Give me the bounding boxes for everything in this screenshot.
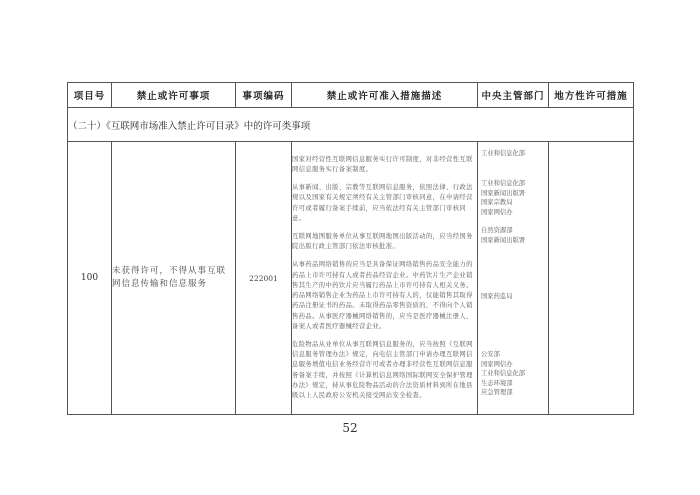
department: 国家新闻出版署 (481, 189, 526, 197)
item-name: 未获得许可，不得从事互联网信息传输和信息服务 (112, 142, 236, 415)
item-number: 100 (68, 142, 112, 415)
department: 公安部 (481, 351, 500, 358)
central-departments (478, 142, 549, 415)
department: 工业和信息化部 (481, 180, 526, 187)
permit-table (67, 82, 634, 415)
header-central-department: 中央主管部门 (478, 83, 549, 108)
measure-description (292, 142, 478, 415)
header-item: 禁止或许可事项 (112, 83, 236, 108)
item-code: 222001 (236, 142, 292, 415)
department: 国家网信办 (481, 360, 513, 368)
department-group (481, 226, 525, 245)
department: 国家网信办 (481, 208, 513, 216)
department: 应急管理部 (481, 389, 513, 397)
department: 工业和信息化部 (481, 150, 526, 157)
section-title: （二十）《互联网市场准入禁止许可目录》中的许可类事项 (68, 108, 634, 142)
header-item-number: 项目号 (68, 83, 112, 108)
department: 自然资源部 (481, 227, 513, 234)
header-description: 禁止或许可准入措施描述 (292, 83, 478, 108)
department-group (481, 149, 525, 159)
department-group (481, 179, 525, 217)
description-paragraph: 从事新闻、出版、宗教等互联网信息服务，依照法律、行政法规以及国家有关规定须经有关主管部门审核同意，在申请经营许可或者履行备案手续前，应当依法经有关主管部门审核同意。 (292, 184, 473, 222)
page-number: 52 (342, 421, 358, 435)
section-row (68, 108, 634, 142)
description-paragraph: 互联网地图服务单位从事互联网地图出版活动的，应当经国务院出版行政主管部门依法审核批准。 (292, 233, 473, 251)
description-paragraph: 从事药品网络销售的应当是具备保证网络销售药品安全能力的药品上市许可持有人或者药品经营企业。中药饮片生产企业销售其生产的中药饮片应当履行药品上市许可持有人相关义务。药品网络销售企业为药品上市许可持有人的，仅能销售其取得药品注册证书的药品。未取得药品零售资质的，不得向个人销售药品。从事医疗器械网络销售的，应当是医疗器械注册人、备案人或者医疗器械经营企业。 (292, 261, 473, 330)
header-local-measures: 地方性许可措施 (549, 83, 634, 108)
table-row (68, 142, 634, 415)
department: 生态环境部 (481, 379, 513, 387)
department: 国家药监局 (481, 293, 513, 300)
header-code: 事项编码 (236, 83, 292, 108)
department: 工业和信息化部 (481, 370, 526, 378)
department-group (481, 292, 512, 302)
header-row (68, 83, 634, 108)
description-paragraph: 国家对经营性互联网信息服务实行许可制度，对非经营性互联网信息服务实行备案制度。 (292, 155, 473, 174)
description-paragraph: 危险物品从业单位从事互联网信息服务的，应当按照《互联网信息服务管理办法》规定，向电信主管部门申请办理互联网信息服务增值电信业务经营许可或者办理非经营性互联网信息服务备案手续，并按照《计算机信息网络国际联网安全保护管理办法》规定，持从事危险物品活动的合法资质材料到所在地县级以上人民政府公安机关接受网站安全检查。 (292, 340, 473, 399)
department: 国家宗教局 (481, 199, 513, 207)
department: 国家新闻出版署 (481, 236, 526, 244)
local-measures (549, 142, 634, 415)
department-group (481, 350, 525, 398)
